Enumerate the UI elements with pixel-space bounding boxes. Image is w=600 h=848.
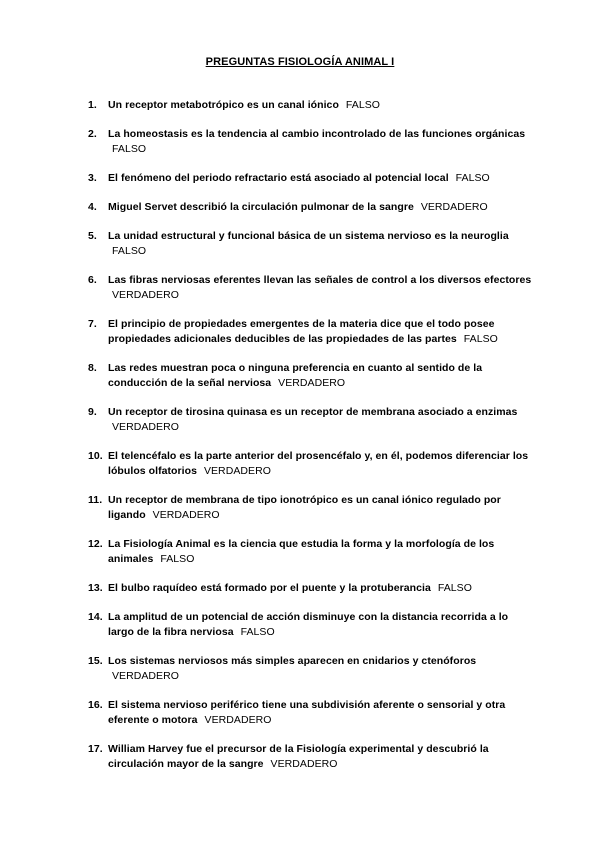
question-answer: VERDADERO xyxy=(112,421,179,433)
question-item xyxy=(0,581,600,596)
question-number: 6. xyxy=(88,274,97,286)
question-answer: FALSO xyxy=(112,245,147,257)
question-text: La Fisiología Animal es la ciencia que estudia la forma y la morfología de los animales xyxy=(108,538,495,565)
question-answer: FALSO xyxy=(437,582,472,594)
question-text: El sistema nervioso periférico tiene una subdivisión aferente o sensorial y otra eferente o motora xyxy=(108,699,506,726)
question-text: Los sistemas nerviosos más simples aparecen en cnidarios y ctenóforos xyxy=(108,655,477,667)
question-item xyxy=(0,200,600,215)
question-list xyxy=(0,98,600,786)
question-text: Un receptor metabotrópico es un canal iónico xyxy=(108,99,339,111)
question-text: La unidad estructural y funcional básica de un sistema nervioso es la neuroglia xyxy=(108,230,509,242)
question-item xyxy=(0,537,600,567)
question-item xyxy=(0,610,600,640)
question-answer: FALSO xyxy=(160,553,195,565)
question-number: 10. xyxy=(88,450,103,462)
question-number: 7. xyxy=(88,318,97,330)
question-number: 14. xyxy=(88,611,103,623)
question-text: Un receptor de membrana de tipo ionotrópico es un canal iónico regulado por ligando xyxy=(108,494,501,521)
question-number: 9. xyxy=(88,406,97,418)
question-answer: VERDADERO xyxy=(420,201,488,213)
question-number: 2. xyxy=(88,128,97,140)
question-number: 13. xyxy=(88,582,103,594)
question-number: 16. xyxy=(88,699,103,711)
question-text: El fenómeno del periodo refractario está asociado al potencial local xyxy=(108,172,449,184)
question-number: 5. xyxy=(88,230,97,242)
question-item xyxy=(0,361,600,391)
question-text: El bulbo raquídeo está formado por el puente y la protuberancia xyxy=(108,582,431,594)
question-item xyxy=(0,273,600,303)
question-text: William Harvey fue el precursor de la Fisiología experimental y descubrió la circulación mayor de la sangre xyxy=(108,743,489,770)
question-answer: FALSO xyxy=(345,99,380,111)
question-number: 4. xyxy=(88,201,97,213)
question-number: 12. xyxy=(88,538,103,550)
question-answer: VERDADERO xyxy=(112,670,179,682)
question-answer: FALSO xyxy=(463,333,498,345)
question-item xyxy=(0,229,600,259)
question-item xyxy=(0,98,600,113)
question-text: El principio de propiedades emergentes de la materia dice que el todo posee propiedades adicionales deducibles de las propiedades de las partes xyxy=(108,318,495,345)
question-number: 11. xyxy=(88,494,103,506)
question-answer: VERDADERO xyxy=(204,714,272,726)
question-answer: VERDADERO xyxy=(270,758,338,770)
question-item xyxy=(0,171,600,186)
question-answer: VERDADERO xyxy=(152,509,220,521)
question-number: 8. xyxy=(88,362,97,374)
question-text: La homeostasis es la tendencia al cambio incontrolado de las funciones orgánicas xyxy=(108,128,526,140)
question-text: El telencéfalo es la parte anterior del prosencéfalo y, en él, podemos diferenciar los lóbulos olfatorios xyxy=(108,450,529,477)
question-answer: VERDADERO xyxy=(203,465,271,477)
page-title: PREGUNTAS FISIOLOGÍA ANIMAL I xyxy=(205,56,395,68)
question-item xyxy=(0,654,600,684)
question-item xyxy=(0,127,600,157)
question-item xyxy=(0,493,600,523)
question-number: 3. xyxy=(88,172,97,184)
question-answer: VERDADERO xyxy=(112,289,179,301)
question-number: 1. xyxy=(88,99,97,111)
question-text: Las redes muestran poca o ninguna preferencia en cuanto al sentido de la conducción de la señal nerviosa xyxy=(108,362,483,389)
question-answer: FALSO xyxy=(455,172,490,184)
question-number: 15. xyxy=(88,655,103,667)
question-text: Un receptor de tirosina quinasa es un receptor de membrana asociado a enzimas xyxy=(108,406,518,418)
question-item xyxy=(0,742,600,772)
question-answer: VERDADERO xyxy=(278,377,346,389)
question-item xyxy=(0,317,600,347)
question-number: 17. xyxy=(88,743,103,755)
question-text: Miguel Servet describió la circulación pulmonar de la sangre xyxy=(108,201,414,213)
question-item xyxy=(0,698,600,728)
question-answer: FALSO xyxy=(112,143,147,155)
question-text: La amplitud de un potencial de acción disminuye con la distancia recorrida a lo largo de la fibra nerviosa xyxy=(108,611,509,638)
question-item xyxy=(0,405,600,435)
question-text: Las fibras nerviosas eferentes llevan las señales de control a los diversos efectores xyxy=(108,274,532,286)
question-item xyxy=(0,449,600,479)
question-answer: FALSO xyxy=(240,626,275,638)
